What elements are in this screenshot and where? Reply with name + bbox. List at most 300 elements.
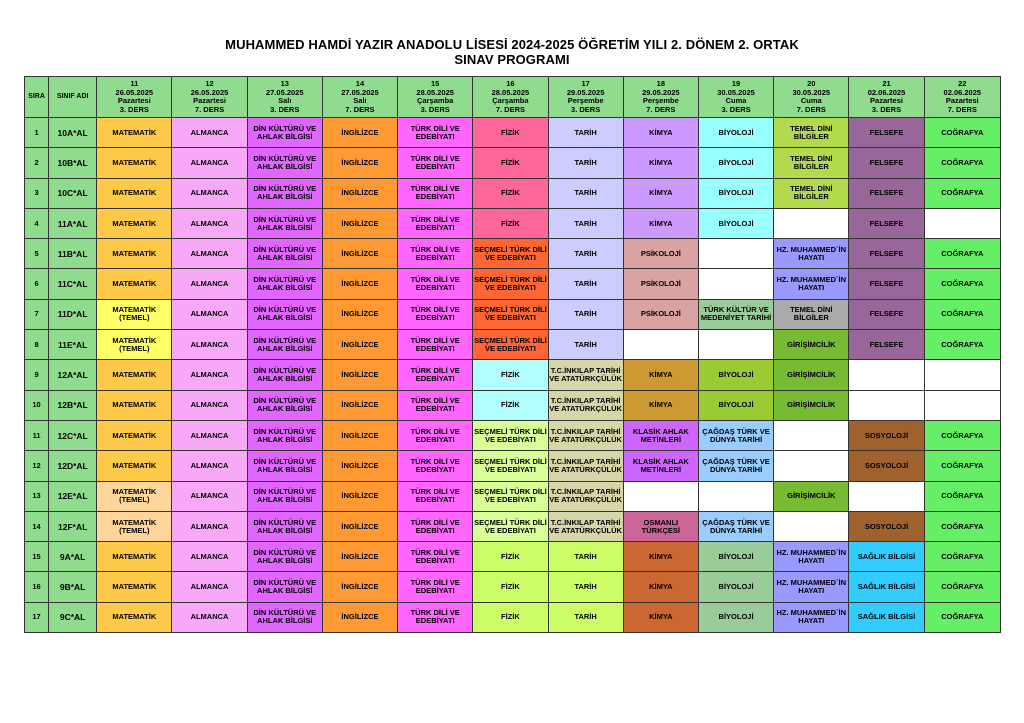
exam-cell: FELSEFE	[849, 208, 924, 238]
table-row	[25, 542, 1001, 572]
exam-cell: SOSYOLOJİ	[849, 451, 924, 481]
exam-schedule-table	[24, 76, 1001, 633]
exam-cell: ALMANCA	[172, 239, 247, 269]
table-row	[25, 208, 1001, 238]
exam-cell: MATEMATİK	[97, 118, 172, 148]
exam-cell: İNGİLİZCE	[322, 239, 397, 269]
exam-cell: FELSEFE	[849, 178, 924, 208]
exam-cell: TARİH	[548, 148, 623, 178]
exam-cell: TARİH	[548, 239, 623, 269]
exam-cell: İNGİLİZCE	[322, 602, 397, 632]
exam-cell: DİN KÜLTÜRÜ VE AHLAK BİLGİSİ	[247, 602, 322, 632]
exam-cell: ALMANCA	[172, 511, 247, 541]
exam-cell: TEMEL DİNİ BİLGİLER	[774, 299, 849, 329]
exam-cell: FİZİK	[473, 360, 548, 390]
exam-cell: ALMANCA	[172, 208, 247, 238]
exam-cell: COĞRAFYA	[924, 572, 1000, 602]
exam-cell: KLASİK AHLAK METİNLERİ	[623, 420, 698, 450]
header-day: Pazartesi	[193, 96, 226, 105]
header-no: 13	[280, 79, 289, 88]
exam-cell: ALMANCA	[172, 420, 247, 450]
exam-cell: KİMYA	[623, 360, 698, 390]
exam-cell: KİMYA	[623, 118, 698, 148]
exam-cell: TEMEL DİNİ BİLGİLER	[774, 148, 849, 178]
header-no: 16	[506, 79, 515, 88]
empty-cell	[774, 208, 849, 238]
exam-cell: DİN KÜLTÜRÜ VE AHLAK BİLGİSİ	[247, 148, 322, 178]
exam-cell: FİZİK	[473, 542, 548, 572]
exam-cell: FİZİK	[473, 178, 548, 208]
empty-cell	[623, 330, 698, 360]
exam-cell: SEÇMELİ TÜRK DİLİ VE EDEBİYATI	[473, 481, 548, 511]
exam-cell: TARİH	[548, 330, 623, 360]
header-no: 12	[205, 79, 214, 88]
empty-cell	[774, 420, 849, 450]
header-period: 7. DERS	[796, 104, 826, 114]
table-row	[25, 572, 1001, 602]
exam-cell: ALMANCA	[172, 572, 247, 602]
class-name: 12A*AL	[49, 360, 97, 390]
class-name: 12F*AL	[49, 511, 97, 541]
exam-cell: FİZİK	[473, 390, 548, 420]
exam-cell: TARİH	[548, 572, 623, 602]
exam-cell: COĞRAFYA	[924, 178, 1000, 208]
exam-cell: TÜRK DİLİ VE EDEBİYATI	[398, 572, 473, 602]
exam-cell: MATEMATİK (TEMEL)	[97, 511, 172, 541]
exam-cell: TÜRK DİLİ VE EDEBİYATI	[398, 420, 473, 450]
row-number: 7	[25, 299, 49, 329]
exam-cell: MATEMATİK	[97, 148, 172, 178]
exam-cell: DİN KÜLTÜRÜ VE AHLAK BİLGİSİ	[247, 299, 322, 329]
header-day: Çarşamba	[492, 96, 529, 105]
class-name: 11B*AL	[49, 239, 97, 269]
empty-cell	[623, 481, 698, 511]
exam-cell: SAĞLIK BİLGİSİ	[849, 602, 924, 632]
table-row	[25, 269, 1001, 299]
exam-cell: ALMANCA	[172, 542, 247, 572]
exam-cell: DİN KÜLTÜRÜ VE AHLAK BİLGİSİ	[247, 481, 322, 511]
page-title	[0, 37, 1024, 67]
exam-cell: BİYOLOJİ	[698, 542, 773, 572]
exam-cell: ALMANCA	[172, 602, 247, 632]
header-period: 7. DERS	[194, 104, 225, 114]
exam-cell: İNGİLİZCE	[322, 269, 397, 299]
header-no: 21	[882, 79, 891, 88]
header-day-16	[473, 77, 548, 118]
exam-cell: TÜRK DİLİ VE EDEBİYATI	[398, 118, 473, 148]
class-name: 9A*AL	[49, 542, 97, 572]
exam-cell: FELSEFE	[849, 239, 924, 269]
class-name: 12C*AL	[49, 420, 97, 450]
header-day-15	[398, 77, 473, 118]
exam-cell: FİZİK	[473, 148, 548, 178]
header-day: Cuma	[725, 96, 747, 105]
table-row	[25, 118, 1001, 148]
exam-cell: COĞRAFYA	[924, 602, 1000, 632]
exam-cell: ALMANCA	[172, 269, 247, 299]
header-period: 3. DERS	[871, 104, 902, 114]
exam-cell: DİN KÜLTÜRÜ VE AHLAK BİLGİSİ	[247, 390, 322, 420]
exam-cell: İNGİLİZCE	[322, 451, 397, 481]
header-day: Pazartesi	[945, 96, 979, 105]
exam-cell: SEÇMELİ TÜRK DİLİ VE EDEBİYATI	[473, 239, 548, 269]
exam-cell: TEMEL DİNİ BİLGİLER	[774, 118, 849, 148]
exam-cell: FİZİK	[473, 208, 548, 238]
exam-cell: ALMANCA	[172, 178, 247, 208]
row-number: 1	[25, 118, 49, 148]
exam-cell: TÜRK DİLİ VE EDEBİYATI	[398, 602, 473, 632]
exam-cell: GİRİŞİMCİLİK	[774, 360, 849, 390]
exam-cell: TARİH	[548, 269, 623, 299]
header-row	[25, 77, 1001, 118]
header-date: 02.06.2025	[943, 87, 982, 97]
exam-cell: ÇAĞDAŞ TÜRK VE DÜNYA TARİHİ	[698, 511, 773, 541]
title-line-2: SINAV PROGRAMI	[454, 52, 570, 67]
exam-cell: TÜRK DİLİ VE EDEBİYATI	[398, 178, 473, 208]
exam-cell: KİMYA	[623, 572, 698, 602]
header-date: 27.05.2025	[265, 87, 304, 97]
exam-cell: TEMEL DİNİ BİLGİLER	[774, 178, 849, 208]
exam-cell: T.C.İNKILAP TARİHİ VE ATATÜRKÇÜLÜK	[548, 420, 623, 450]
exam-cell: ALMANCA	[172, 330, 247, 360]
exam-cell: SEÇMELİ TÜRK DİLİ VE EDEBİYATI	[473, 420, 548, 450]
exam-cell: COĞRAFYA	[924, 239, 1000, 269]
exam-cell: ALMANCA	[172, 481, 247, 511]
exam-cell: TÜRK DİLİ VE EDEBİYATI	[398, 330, 473, 360]
exam-cell: TARİH	[548, 118, 623, 148]
header-day-14	[322, 77, 397, 118]
exam-cell: İNGİLİZCE	[322, 572, 397, 602]
exam-cell: KİMYA	[623, 178, 698, 208]
empty-cell	[849, 481, 924, 511]
exam-cell: İNGİLİZCE	[322, 118, 397, 148]
header-no: 17	[581, 79, 590, 88]
exam-cell: FELSEFE	[849, 299, 924, 329]
exam-cell: MATEMATİK (TEMEL)	[97, 330, 172, 360]
header-day: Cuma	[800, 96, 822, 105]
exam-cell: PSİKOLOJİ	[623, 239, 698, 269]
exam-cell: ALMANCA	[172, 299, 247, 329]
exam-cell: KİMYA	[623, 542, 698, 572]
exam-cell: BİYOLOJİ	[698, 148, 773, 178]
header-period: 3. DERS	[721, 104, 751, 114]
exam-cell: T.C.İNKILAP TARİHİ VE ATATÜRKÇÜLÜK	[548, 390, 623, 420]
exam-cell: DİN KÜLTÜRÜ VE AHLAK BİLGİSİ	[247, 572, 322, 602]
exam-cell: DİN KÜLTÜRÜ VE AHLAK BİLGİSİ	[247, 118, 322, 148]
header-period: 7. DERS	[495, 104, 525, 114]
table-row	[25, 178, 1001, 208]
exam-cell: HZ. MUHAMMED`İN HAYATI	[774, 572, 849, 602]
empty-cell	[774, 511, 849, 541]
exam-cell: BİYOLOJİ	[698, 178, 773, 208]
exam-cell: BİYOLOJİ	[698, 572, 773, 602]
exam-cell: T.C.İNKILAP TARİHİ VE ATATÜRKÇÜLÜK	[548, 481, 623, 511]
exam-cell: BİYOLOJİ	[698, 602, 773, 632]
exam-cell: TARİH	[548, 602, 623, 632]
exam-cell: TÜRK DİLİ VE EDEBİYATI	[398, 481, 473, 511]
exam-cell: İNGİLİZCE	[322, 148, 397, 178]
header-date: 30.05.2025	[717, 87, 755, 97]
exam-cell: TÜRK DİLİ VE EDEBİYATI	[398, 511, 473, 541]
exam-cell: COĞRAFYA	[924, 451, 1000, 481]
exam-cell: PSİKOLOJİ	[623, 299, 698, 329]
table-row	[25, 390, 1001, 420]
exam-cell: İNGİLİZCE	[322, 420, 397, 450]
exam-cell: TÜRK DİLİ VE EDEBİYATI	[398, 451, 473, 481]
exam-cell: T.C.İNKILAP TARİHİ VE ATATÜRKÇÜLÜK	[548, 360, 623, 390]
exam-cell: COĞRAFYA	[924, 330, 1000, 360]
class-name: 12B*AL	[49, 390, 97, 420]
exam-cell: FİZİK	[473, 572, 548, 602]
exam-cell: COĞRAFYA	[924, 542, 1000, 572]
header-date: 02.06.2025	[867, 87, 906, 97]
exam-cell: DİN KÜLTÜRÜ VE AHLAK BİLGİSİ	[247, 330, 322, 360]
exam-cell: BİYOLOJİ	[698, 390, 773, 420]
exam-cell: SEÇMELİ TÜRK DİLİ VE EDEBİYATI	[473, 299, 548, 329]
exam-cell: ÇAĞDAŞ TÜRK VE DÜNYA TARİHİ	[698, 451, 773, 481]
exam-cell: HZ. MUHAMMED`İN HAYATI	[774, 239, 849, 269]
header-day: Perşembe	[642, 96, 679, 105]
row-number: 2	[25, 148, 49, 178]
class-name: 12D*AL	[49, 451, 97, 481]
header-no: 19	[731, 79, 741, 88]
table-row	[25, 299, 1001, 329]
header-day-17	[548, 77, 623, 118]
row-number: 11	[25, 420, 49, 450]
exam-cell: COĞRAFYA	[924, 118, 1000, 148]
exam-cell: ALMANCA	[172, 360, 247, 390]
header-date: 29.05.2025	[566, 87, 605, 97]
header-date: 28.05.2025	[416, 87, 454, 97]
empty-cell	[698, 330, 773, 360]
empty-cell	[849, 390, 924, 420]
exam-cell: MATEMATİK	[97, 602, 172, 632]
empty-cell	[849, 360, 924, 390]
class-name: 10A*AL	[49, 118, 97, 148]
header-date: 30.05.2025	[792, 87, 831, 97]
table-row	[25, 511, 1001, 541]
exam-cell: GİRİŞİMCİLİK	[774, 330, 849, 360]
table-row	[25, 148, 1001, 178]
exam-cell: MATEMATİK	[97, 178, 172, 208]
exam-cell: SOSYOLOJİ	[849, 511, 924, 541]
row-number: 15	[25, 542, 49, 572]
exam-cell: TARİH	[548, 299, 623, 329]
exam-cell: TÜRK DİLİ VE EDEBİYATI	[398, 299, 473, 329]
exam-cell: İNGİLİZCE	[322, 481, 397, 511]
header-sira: SIRA	[25, 77, 49, 118]
class-name: 10B*AL	[49, 148, 97, 178]
exam-cell: MATEMATİK	[97, 239, 172, 269]
row-number: 6	[25, 269, 49, 299]
exam-cell: TÜRK KÜLTÜR VE MEDENİYET TARİHİ	[698, 299, 773, 329]
header-period: 7. DERS	[947, 104, 977, 114]
header-no: 14	[355, 79, 365, 88]
exam-cell: MATEMATİK	[97, 269, 172, 299]
table-row	[25, 451, 1001, 481]
empty-cell	[698, 481, 773, 511]
exam-cell: SEÇMELİ TÜRK DİLİ VE EDEBİYATI	[473, 451, 548, 481]
exam-cell: İNGİLİZCE	[322, 208, 397, 238]
header-date: 26.05.2025	[115, 87, 154, 97]
exam-cell: HZ. MUHAMMED`İN HAYATI	[774, 269, 849, 299]
exam-cell: TARİH	[548, 178, 623, 208]
exam-cell: OSMANLI TÜRKÇESİ	[623, 511, 698, 541]
exam-cell: DİN KÜLTÜRÜ VE AHLAK BİLGİSİ	[247, 451, 322, 481]
class-name: 11C*AL	[49, 269, 97, 299]
exam-cell: DİN KÜLTÜRÜ VE AHLAK BİLGİSİ	[247, 360, 322, 390]
header-period: 3. DERS	[571, 104, 601, 114]
exam-cell: BİYOLOJİ	[698, 118, 773, 148]
exam-cell: GİRİŞİMCİLİK	[774, 390, 849, 420]
exam-cell: DİN KÜLTÜRÜ VE AHLAK BİLGİSİ	[247, 178, 322, 208]
header-day: Salı	[353, 96, 367, 105]
exam-cell: İNGİLİZCE	[322, 330, 397, 360]
class-name: 11D*AL	[49, 299, 97, 329]
header-no: 22	[958, 79, 967, 88]
exam-cell: TÜRK DİLİ VE EDEBİYATI	[398, 360, 473, 390]
exam-cell: TÜRK DİLİ VE EDEBİYATI	[398, 208, 473, 238]
exam-cell: FİZİK	[473, 118, 548, 148]
exam-cell: ÇAĞDAŞ TÜRK VE DÜNYA TARİHİ	[698, 420, 773, 450]
exam-cell: FİZİK	[473, 602, 548, 632]
header-day-22	[924, 77, 1000, 118]
exam-cell: COĞRAFYA	[924, 299, 1000, 329]
exam-cell: İNGİLİZCE	[322, 511, 397, 541]
header-day-13	[247, 77, 322, 118]
header-period: 7. DERS	[646, 104, 676, 114]
exam-cell: FELSEFE	[849, 148, 924, 178]
empty-cell	[924, 360, 1000, 390]
header-day: Salı	[278, 96, 292, 105]
exam-cell: KİMYA	[623, 148, 698, 178]
header-day-18	[623, 77, 698, 118]
exam-cell: DİN KÜLTÜRÜ VE AHLAK BİLGİSİ	[247, 511, 322, 541]
row-number: 5	[25, 239, 49, 269]
exam-cell: SEÇMELİ TÜRK DİLİ VE EDEBİYATI	[473, 330, 548, 360]
exam-cell: MATEMATİK (TEMEL)	[97, 299, 172, 329]
empty-cell	[698, 269, 773, 299]
exam-cell: MATEMATİK	[97, 572, 172, 602]
header-period: 3. DERS	[119, 104, 149, 114]
exam-cell: ALMANCA	[172, 390, 247, 420]
exam-cell: İNGİLİZCE	[322, 299, 397, 329]
exam-cell: FELSEFE	[849, 330, 924, 360]
exam-cell: COĞRAFYA	[924, 481, 1000, 511]
empty-cell	[698, 239, 773, 269]
exam-cell: İNGİLİZCE	[322, 390, 397, 420]
header-date: 29.05.2025	[642, 87, 680, 97]
header-day: Pazartesi	[870, 96, 903, 105]
row-number: 4	[25, 208, 49, 238]
exam-cell: PSİKOLOJİ	[623, 269, 698, 299]
table-row	[25, 239, 1001, 269]
exam-cell: DİN KÜLTÜRÜ VE AHLAK BİLGİSİ	[247, 239, 322, 269]
table-row	[25, 602, 1001, 632]
table-row	[25, 420, 1001, 450]
exam-cell: DİN KÜLTÜRÜ VE AHLAK BİLGİSİ	[247, 542, 322, 572]
exam-cell: SAĞLIK BİLGİSİ	[849, 542, 924, 572]
header-no: 11	[130, 79, 139, 88]
exam-cell: T.C.İNKILAP TARİHİ VE ATATÜRKÇÜLÜK	[548, 511, 623, 541]
row-number: 9	[25, 360, 49, 390]
exam-cell: TÜRK DİLİ VE EDEBİYATI	[398, 542, 473, 572]
exam-cell: SEÇMELİ TÜRK DİLİ VE EDEBİYATI	[473, 511, 548, 541]
class-name: 12E*AL	[49, 481, 97, 511]
exam-cell: İNGİLİZCE	[322, 178, 397, 208]
header-day: Çarşamba	[417, 96, 454, 105]
table-row	[25, 481, 1001, 511]
exam-cell: ALMANCA	[172, 451, 247, 481]
header-day-19	[698, 77, 773, 118]
header-day: Pazartesi	[117, 96, 151, 105]
exam-cell: HZ. MUHAMMED`İN HAYATI	[774, 602, 849, 632]
exam-cell: SOSYOLOJİ	[849, 420, 924, 450]
table-row	[25, 360, 1001, 390]
class-name: 9B*AL	[49, 572, 97, 602]
title-line-1: MUHAMMED HAMDİ YAZIR ANADOLU LİSESİ 2024-2025 ÖĞRETİM YILI 2. DÖNEM 2. ORTAK	[225, 37, 799, 52]
header-no: 20	[807, 79, 816, 88]
header-period: 3. DERS	[420, 104, 450, 114]
exam-cell: TÜRK DİLİ VE EDEBİYATI	[398, 239, 473, 269]
exam-cell: ALMANCA	[172, 148, 247, 178]
row-number: 12	[25, 451, 49, 481]
header-no: 15	[431, 79, 440, 88]
exam-cell: TÜRK DİLİ VE EDEBİYATI	[398, 148, 473, 178]
class-name: 11A*AL	[49, 208, 97, 238]
row-number: 17	[25, 602, 49, 632]
exam-cell: COĞRAFYA	[924, 420, 1000, 450]
exam-cell: COĞRAFYA	[924, 269, 1000, 299]
exam-cell: DİN KÜLTÜRÜ VE AHLAK BİLGİSİ	[247, 208, 322, 238]
empty-cell	[774, 451, 849, 481]
class-name: 10C*AL	[49, 178, 97, 208]
exam-cell: MATEMATİK (TEMEL)	[97, 481, 172, 511]
exam-cell: FELSEFE	[849, 269, 924, 299]
exam-cell: KLASİK AHLAK METİNLERİ	[623, 451, 698, 481]
exam-cell: MATEMATİK	[97, 542, 172, 572]
header-date: 27.05.2025	[341, 87, 379, 97]
row-number: 3	[25, 178, 49, 208]
exam-cell: COĞRAFYA	[924, 511, 1000, 541]
header-day-11	[97, 77, 172, 118]
exam-cell: MATEMATİK	[97, 420, 172, 450]
exam-cell: KİMYA	[623, 208, 698, 238]
exam-cell: TARİH	[548, 208, 623, 238]
header-day-12	[172, 77, 247, 118]
class-name: 11E*AL	[49, 330, 97, 360]
exam-cell: DİN KÜLTÜRÜ VE AHLAK BİLGİSİ	[247, 269, 322, 299]
table-row	[25, 330, 1001, 360]
exam-cell: BİYOLOJİ	[698, 360, 773, 390]
exam-cell: SAĞLIK BİLGİSİ	[849, 572, 924, 602]
row-number: 10	[25, 390, 49, 420]
header-period: 7. DERS	[345, 104, 375, 114]
schedule-body	[25, 118, 1001, 633]
exam-cell: TÜRK DİLİ VE EDEBİYATI	[398, 269, 473, 299]
exam-cell: COĞRAFYA	[924, 148, 1000, 178]
exam-cell: KİMYA	[623, 602, 698, 632]
exam-cell: KİMYA	[623, 390, 698, 420]
exam-cell: SEÇMELİ TÜRK DİLİ VE EDEBİYATI	[473, 269, 548, 299]
exam-cell: İNGİLİZCE	[322, 360, 397, 390]
exam-cell: MATEMATİK	[97, 208, 172, 238]
row-number: 16	[25, 572, 49, 602]
row-number: 13	[25, 481, 49, 511]
exam-cell: TÜRK DİLİ VE EDEBİYATI	[398, 390, 473, 420]
exam-cell: GİRİŞİMCİLİK	[774, 481, 849, 511]
header-sinif-adi: SINIF ADI	[49, 77, 97, 118]
